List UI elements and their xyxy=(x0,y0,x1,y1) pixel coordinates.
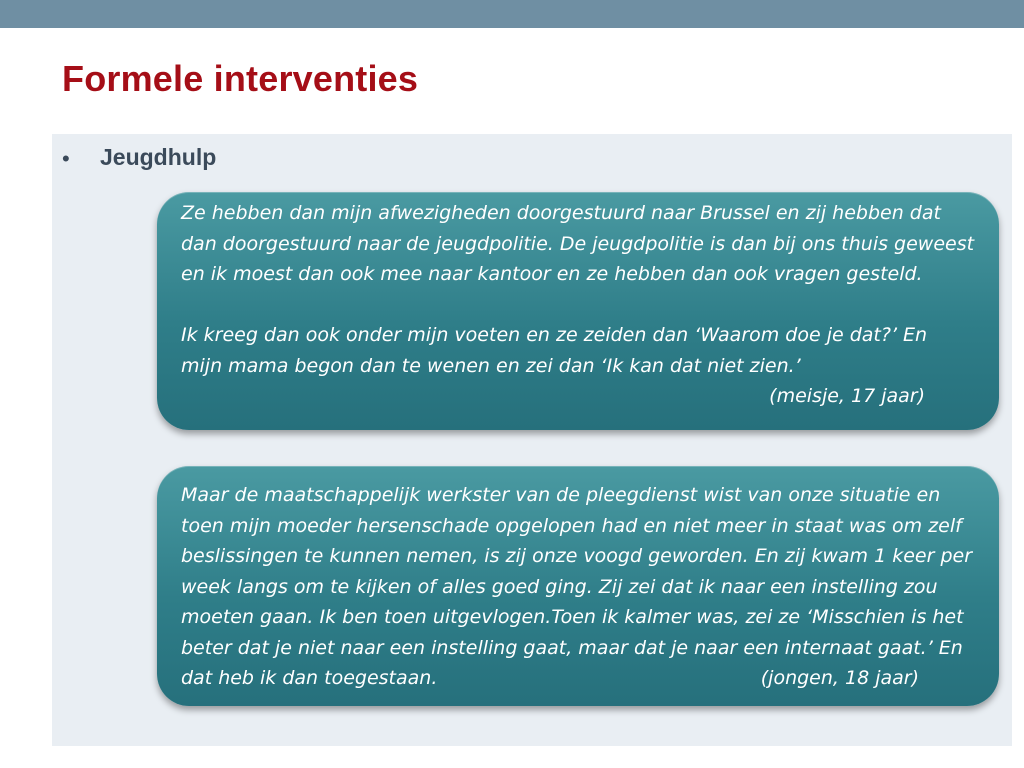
quote-2-line-7: dat heb ik dan toegestaan. xyxy=(181,667,438,689)
quote-2-line-6: beter dat je niet naar een instelling gaat, maar dat je naar een internaat gaat.’ En xyxy=(181,636,963,659)
quote-2-line-3: beslissingen te kunnen nemen, is zij onze voogd geworden. En zij kwam 1 keer per xyxy=(181,545,973,567)
quote-1-line-3: en ik moest dan ook mee naar kantoor en ze hebben dan ook vragen gesteld. xyxy=(181,263,923,285)
quote-2-line-4: week langs om te kijken of alles goed ging. Zij zei dat ik naar een instelling zou xyxy=(181,575,938,598)
quote-1-line-6: mijn mama begon dan te wenen en zei dan ‘Ik kan dat niet zien.’ xyxy=(181,354,801,377)
quote-1-attribution: (meisje, 17 jaar) xyxy=(769,385,925,407)
quote-2-attribution: (jongen, 18 jaar) xyxy=(760,667,919,689)
quote-box-2 xyxy=(157,466,999,706)
quote-2-line-1: Maar de maatschappelijk werkster van de pleegdienst wist van onze situatie en xyxy=(181,484,941,506)
bullet-marker: • xyxy=(62,146,70,171)
slide-title: Formele interventies xyxy=(62,58,419,99)
quote-1-paragraph-gap xyxy=(181,290,969,321)
quote-2-last-row xyxy=(181,663,969,694)
bullet-label: Jeugdhulp xyxy=(100,144,217,170)
top-accent-bar xyxy=(0,0,1024,28)
quote-2-line-5: moeten gaan. Ik ben toen uitgevlogen.Toen ik kalmer was, zei ze ‘Misschien is het xyxy=(181,606,964,628)
quote-1-line-1: Ze hebben dan mijn afwezigheden doorgestuurd naar Brussel en zij hebben dat xyxy=(181,202,941,224)
quote-1-line-2: dan doorgestuurd naar de jeugdpolitie. De jeugdpolitie is dan bij ons thuis geweest xyxy=(181,232,975,255)
quote-1-line-5: Ik kreeg dan ook onder mijn voeten en ze zeiden dan ‘Waarom doe je dat?’ En xyxy=(181,324,928,346)
quote-2-line-2: toen mijn moeder hersenschade opgelopen had en niet meer in staat was om zelf xyxy=(181,514,962,537)
quote-box-1 xyxy=(157,192,999,430)
